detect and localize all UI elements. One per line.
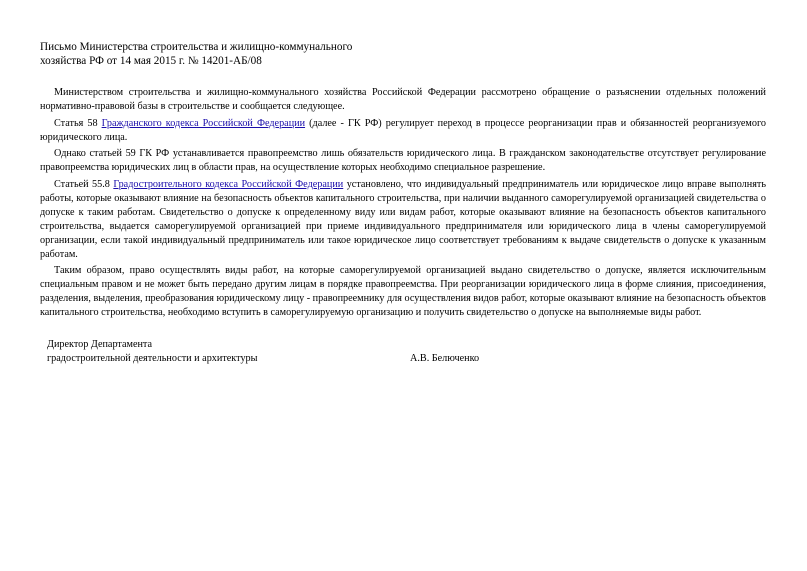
title-line-1: Письмо Министерства строительства и жилищно-коммунального: [40, 41, 353, 53]
signatory-position-line-1: Директор Департамента: [47, 339, 153, 350]
signatory-position-line-2: градостроительной деятельности и архитектуры: [47, 353, 258, 364]
paragraph-text: (далее - ГК РФ) регулирует переход в процессе реорганизации прав и обязанностей реорганизуемого юридического лица.: [40, 117, 766, 143]
paragraph-text: Статья 58: [54, 117, 102, 129]
signatory-name: А.В. Белюченко: [410, 353, 480, 364]
civil-code-link[interactable]: Гражданского кодекса Российской Федерации: [101, 117, 306, 129]
paragraph-intro: Министерством строительства и жилищно-коммунального хозяйства Российской Федерации рассмотрено обращение о разъяснении отдельных положений нормативно-правовой базы в строительстве и сообщается следующее.: [40, 87, 766, 112]
document-page: [40, 40, 766, 368]
signature-block: [47, 338, 766, 368]
paragraph-text: установлено, что индивидуальный предприниматель или юридическое лицо вправе выполнять работы, которые оказывают влияние на безопасность объектов капитального строительства, при наличии выданного саморегулируемой организацией свидетельства о допуске к таким работам. Свидетельство о допуске к определенному виду или видам работ, которые оказывают влияние на безопасность объектов капитального строительства, выдается саморегулируемой организацией при приеме индивидуального предпринимателя или юридического лица в члены саморегулируемой организации, если такой индивидуальный предприниматель или такое юридическое лицо соответствует требованиям к выдаче свидетельств о допуске к указанным работам.: [40, 178, 766, 260]
document-title: [40, 40, 370, 68]
paragraph-conclusion: Таким образом, право осуществлять виды работ, на которые саморегулируемой организацией выдано свидетельство о допуске, является исключительным специальным правом и не может быть передано другим лицам в порядке правопреемства. При реорганизации юридического лица в форме слияния, присоединения, разделения, выделения, преобразования юридическому лицу - правопреемнику для осуществления видов работ, которые оказывают влияние на безопасность объектов капитального строительства, необходимо вступить в саморегулируемую организацию и получить свидетельство о допуске на выполняемые виды работ.: [40, 265, 766, 318]
paragraph-article-55-8: [40, 178, 766, 262]
paragraph-article-58: [40, 117, 766, 145]
title-line-2: хозяйства РФ от 14 мая 2015 г. № 14201-АБ/08: [40, 55, 262, 67]
urban-planning-code-link[interactable]: Градостроительного кодекса Российской Федерации: [113, 178, 344, 190]
paragraph-text: Статьей 55.8: [54, 178, 114, 190]
paragraph-article-59: Однако статьей 59 ГК РФ устанавливается правопреемство лишь обязательств юридического лица. В гражданском законодательстве отсутствует регулирование правопреемства юридических лиц в области прав, на осуществление которых необходимо специальное разрешение.: [40, 148, 766, 173]
